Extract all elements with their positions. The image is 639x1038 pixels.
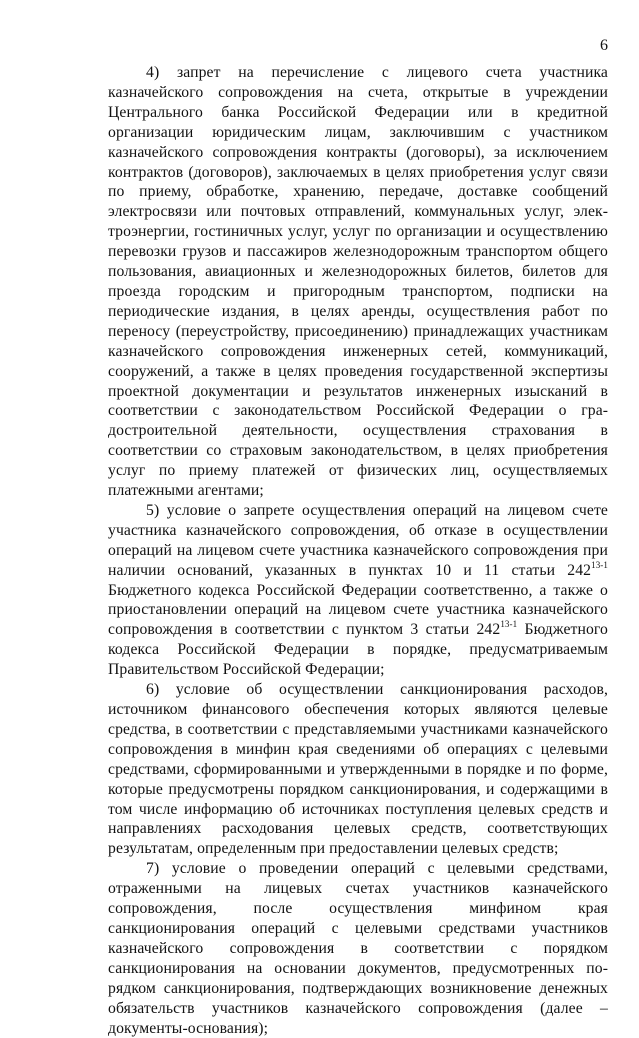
paragraph-5-text-3: Бюджетного кодекса Российской Федерации в порядке, предусматриваемым Правительством Российской Федерации; [108,621,609,679]
page-number: 6 [600,37,608,54]
paragraph-5-text-2: Бюджетного кодекса Российской Федерации соответственно, а также о приостановлении операций на лицевом счете участника казначейского сопровождения в соответствии с пунктом 3 статьи 242 [108,581,608,639]
paragraph-item-5 [108,501,608,680]
document-body [108,63,608,1038]
paragraph-item-7: 7) условие о проведении операций с целевыми средствами, отраженными на лицевых счетах участников казначейского сопровождения, после осуществления минфином края санкционирования операций с целевыми средствами участников казначейского сопровождения в соответствии с порядком санкционирования на основании документов, предусмотренных порядком санкционирования, подтверждающих возникновение денежных обязательств участников казначейского сопровождения (далее – документы-основания); [108,860,608,1037]
article-superscript-1: 13-1 [591,559,608,570]
article-superscript-2: 13-1 [500,619,518,630]
paragraph-5-text-1: 5) условие о запрете осуществления операций на лицевом счете участника казначейского сопровождения, об отказе в осуществлении операций на лицевом счете участника казначейского сопровождения при наличии оснований, указанных в пунктах 10 и 11 статьи 242 [108,501,608,579]
paragraph-item-6: 6) условие об осуществлении санкционирования расходов, источником финансового обеспечения которых являются целевые средства, в соответствии с представляемыми участниками казначейского сопровождения в минфин края сведениями об операциях с целевыми средствами, сформированными и утвержденными в порядке и по форме, которые предусмотрены порядком санкционирования, и содержащими в том числе информацию об источниках поступления целевых средств и направлениях расходования целевых средств, соответствующих результатам, определенным при предоставлении целевых средств; [108,681,608,858]
paragraph-item-4: 4) запрет на перечисление с лицевого счета участника казначейского сопровождения на счета, открытые в учреждении Центрального банка Российской Федерации или в кредитной организации юридическим лицам, заключившим с участником казначейского сопровождения контракты (договоры), за исключением контрактов (договоров), заключаемых в целях приобретения услуг связи по приему, обработке, хранению, передаче, доставке сообщений электросвязи или почтовых отправлений, коммунальных услуг, электроэнергии, гостиничных услуг, услуг по организации и осуществлению перевозки грузов и пассажиров железнодорожным транспортом общего пользования, авиационных и железнодорожных билетов, билетов для проезда городским и пригородным транспортом, подписки на периодические издания, в целях аренды, осуществления работ по переносу (переустройству, присоединению) принадлежащих участникам казначейского сопровождения инженерных сетей, коммуникаций, сооружений, а также в целях проведения государственной экспертизы проектной документации и результатов инженерных изысканий в соответствии с законодательством Российской Федерации о градостроительной деятельности, осуществления страхования в соответствии со страховым законодательством, в целях приобретения услуг по приему платежей от физических лиц, осуществляемых платежными агентами; [108,64,608,500]
